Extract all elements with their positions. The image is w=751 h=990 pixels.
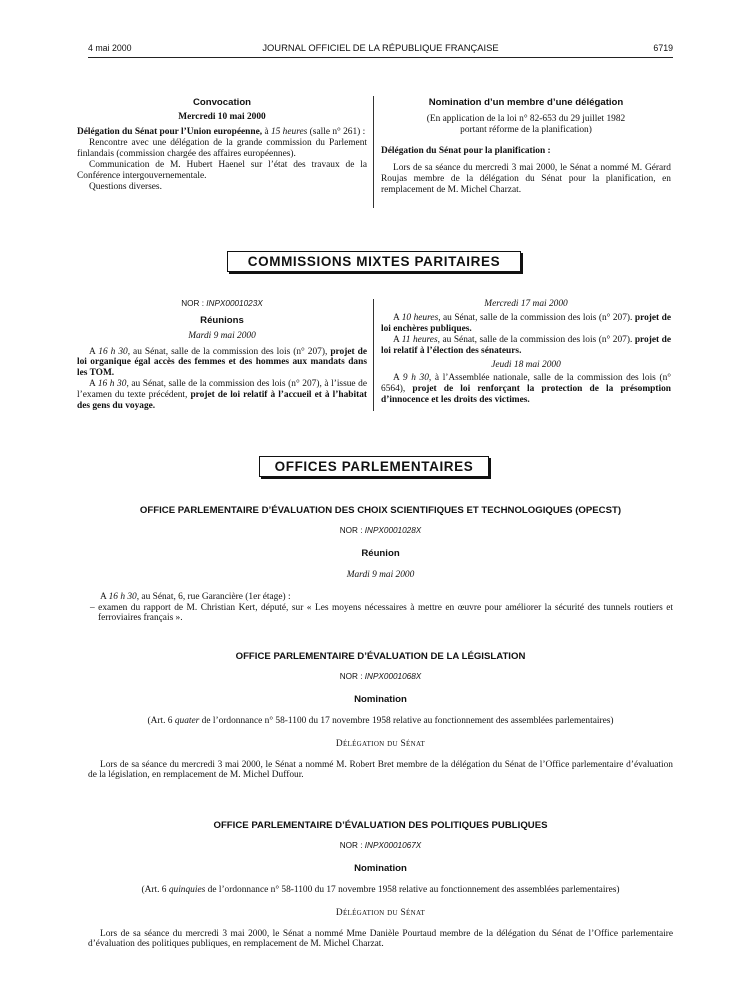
opecst-agenda-item: – examen du rapport de M. Christian Kert, député, sur « Les moyens nécessaires à mettre en œuvre pour améliorer la sécurité des tunnels routiers et ferroviaires français ». xyxy=(90,602,673,624)
convocation-item: Communication de M. Hubert Haenel sur l’état des travaux de la Conférence intergouvernementale. xyxy=(77,159,367,181)
cmp-date-2: Mercredi 17 mai 2000 xyxy=(484,299,568,309)
cmp-left-column xyxy=(77,299,367,412)
delegation-heading: Délégation du Sénat pour la planification : xyxy=(381,145,551,156)
column-divider xyxy=(373,299,374,411)
law-reference: (En application de la loi n° 82-653 du 29 juillet 1982 xyxy=(426,114,626,125)
offices-section-box xyxy=(259,456,489,477)
law-reference-line2: portant réforme de la planification) xyxy=(460,125,592,136)
opecst-subtitle: Réunion xyxy=(361,547,400,559)
cmp-right-column xyxy=(381,299,671,406)
policies-office-section xyxy=(88,820,673,950)
cmp-meeting-item: A 10 heures, au Sénat, salle de la commission des lois (n° 207). projet de loi enchères publiques. xyxy=(381,312,672,334)
policies-office-title: OFFICE PARLEMENTAIRE D’ÉVALUATION DES POLITIQUES PUBLIQUES xyxy=(213,820,548,831)
opecst-date: Mardi 9 mai 2000 xyxy=(346,569,415,580)
legislation-office-article: (Art. 6 quater de l’ordonnance n° 58-1100 du 17 novembre 1958 relative au fonctionnement des assemblées parlementaires) xyxy=(147,715,614,726)
convocation-item: Questions diverses. xyxy=(89,181,162,192)
legislation-office-delegation: Délégation du Sénat xyxy=(335,738,426,749)
legislation-office-title: OFFICE PARLEMENTAIRE D’ÉVALUATION DE LA LÉGISLATION xyxy=(235,651,526,662)
opecst-nor: NOR : INPX0001028X xyxy=(339,526,422,536)
policies-office-article: (Art. 6 quinquies de l’ordonnance n° 58-1100 du 17 novembre 1958 relative au fonctionnement des assemblées parlementaires) xyxy=(141,884,620,895)
cmp-reunions-heading: Réunions xyxy=(200,314,244,326)
legislation-office-nor: NOR : INPX0001068X xyxy=(339,672,422,682)
header-journal-title: JOURNAL OFFICIEL DE LA RÉPUBLIQUE FRANÇAISE xyxy=(262,42,499,53)
nomination-delegation-section xyxy=(381,97,671,196)
offices-section-title: OFFICES PARLEMENTAIRES xyxy=(274,459,474,474)
cmp-meeting-item: A 16 h 30, au Sénat, salle de la commission des lois (n° 207), projet de loi organique égal accès des femmes et des hommes aux mandats dans les TOM. xyxy=(77,346,367,379)
cmp-meeting-item: A 9 h 30, à l’Assemblée nationale, salle de la commission des lois (n° 6564), projet de loi renforçant la protection de la présomption d’innocence et les droits des victimes. xyxy=(381,373,672,406)
header-page-number: 6719 xyxy=(653,43,673,53)
cmp-nor: NOR : INPX0001023X xyxy=(181,299,263,308)
cmp-section-box xyxy=(227,251,521,272)
cmp-meeting-item: A 16 h 30, au Sénat, salle de la commission des lois (n° 207), à l’issue de l’examen du texte précédent, projet de loi relatif à l’accueil et à l’habitat des gens du voyage. xyxy=(77,379,368,412)
convocation-section xyxy=(77,97,367,192)
convocation-date: Mercredi 10 mai 2000 xyxy=(178,112,266,123)
cmp-date-1: Mardi 9 mai 2000 xyxy=(188,330,256,341)
column-divider xyxy=(373,96,374,208)
policies-office-subtitle: Nomination xyxy=(354,862,407,874)
cmp-section-title: COMMISSIONS MIXTES PARITAIRES xyxy=(247,254,501,269)
legislation-office-text: Lors de sa séance du mercredi 3 mai 2000, le Sénat a nommé M. Robert Bret membre de la délégation du Sénat de l’Office parlementaire d’évaluation de la législation, en remplacement de M. Michel Duffour. xyxy=(88,759,673,781)
convocation-delegation: Délégation du Sénat pour l’Union européenne, à 15 heures (salle n° 261) : xyxy=(77,127,366,138)
policies-office-nor: NOR : INPX0001067X xyxy=(339,841,422,851)
cmp-meeting-item: A 11 heures, au Sénat, salle de la commission des lois (n° 207). projet de loi relatif à l’élection des sénateurs. xyxy=(381,334,672,356)
opecst-section xyxy=(88,505,673,624)
page-header xyxy=(88,43,673,58)
policies-office-delegation: Délégation du Sénat xyxy=(335,907,426,918)
legislation-office-subtitle: Nomination xyxy=(354,693,407,705)
policies-office-text: Lors de sa séance du mercredi 3 mai 2000, le Sénat a nommé Mme Danièle Pourtaud membre de la délégation du Sénat de l’Office parlementaire d’évaluation des politiques publiques, en remplacement de M. Michel Charzat. xyxy=(88,928,673,950)
nomination-text: Lors de sa séance du mercredi 3 mai 2000, le Sénat a nommé M. Gérard Roujas membre de la délégation du Sénat pour la planification, en remplacement de M. Michel Charzat. xyxy=(381,162,671,195)
opecst-title: OFFICE PARLEMENTAIRE D’ÉVALUATION DES CHOIX SCIENTIFIQUES ET TECHNOLOGIQUES (OPECST) xyxy=(139,505,622,516)
convocation-title: Convocation xyxy=(192,97,252,108)
opecst-meeting-line: A 16 h 30, au Sénat, 6, rue Garancière (1er étage) : xyxy=(100,591,291,602)
header-date: 4 mai 2000 xyxy=(88,43,132,53)
convocation-item: Rencontre avec une délégation de la grande commission du Parlement finlandais (commission chargée des affaires européennes). xyxy=(77,137,367,159)
nomination-delegation-title: Nomination d’un membre d’une délégation xyxy=(428,97,624,108)
legislation-office-section xyxy=(88,651,673,781)
cmp-date-3: Jeudi 18 mai 2000 xyxy=(491,359,561,370)
